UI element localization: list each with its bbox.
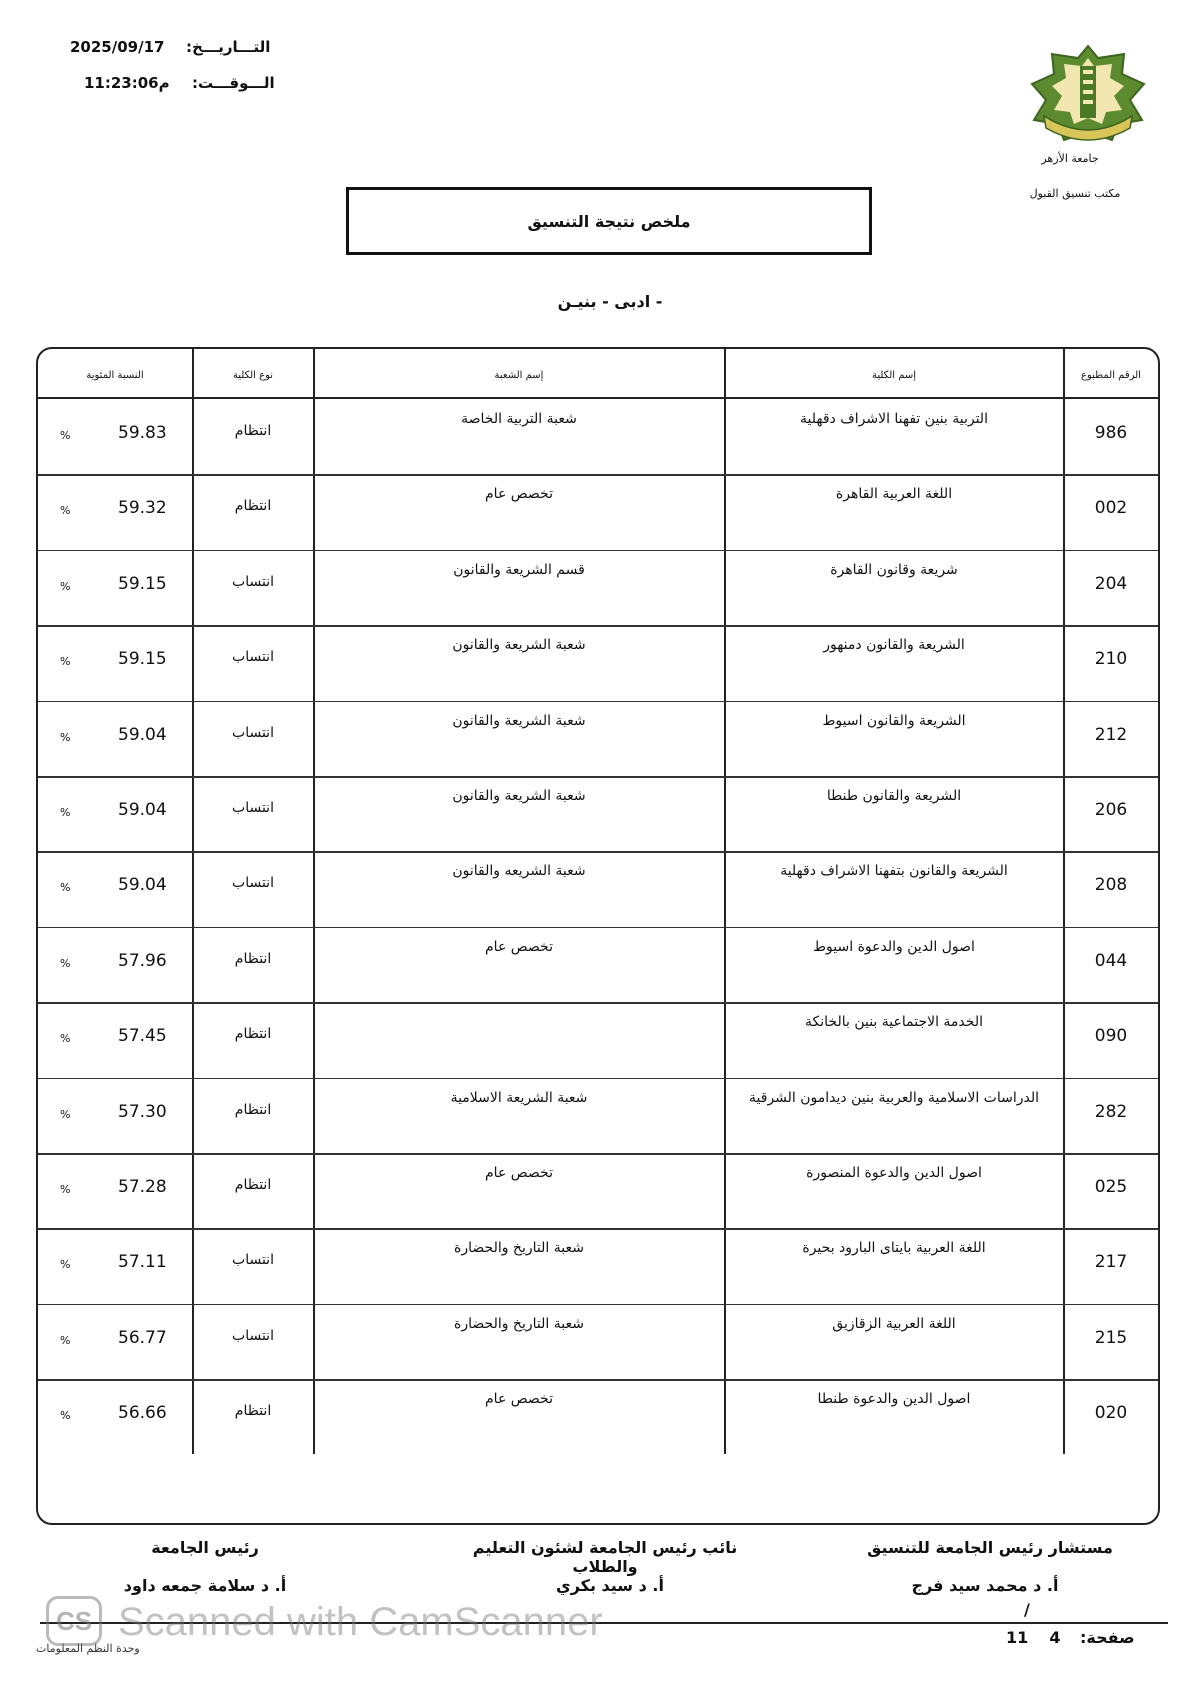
header-divider bbox=[38, 397, 1158, 399]
row-divider bbox=[38, 1379, 1158, 1381]
time-label: الـــوقـــت: bbox=[192, 74, 275, 92]
time-value: 11:23:06م bbox=[84, 74, 170, 92]
cell-college: الشريعة والقانون بتفهنا الاشراف دقهلية bbox=[780, 863, 1008, 880]
cell-branch: شعبة التاريخ والحضارة bbox=[454, 1240, 584, 1257]
signature-name-vice-president: أ. د سيد بكري bbox=[556, 1576, 664, 1595]
column-divider bbox=[192, 349, 194, 1454]
cell-branch: شعبة الشريعه والقانون bbox=[452, 863, 586, 880]
cell-percent: 57.96 bbox=[118, 950, 167, 971]
cell-code: 208 bbox=[1094, 875, 1128, 896]
cell-college: اللغة العربية الزقازيق bbox=[832, 1315, 956, 1332]
cell-code: 210 bbox=[1094, 649, 1128, 670]
cell-branch: شعبة الشريعة والقانون bbox=[452, 788, 586, 804]
cell-branch: تخصص عام bbox=[485, 486, 553, 503]
cell-college: شريعة وقانون القاهرة bbox=[830, 561, 958, 578]
page-number bbox=[1006, 1628, 1061, 1647]
cell-percent: 59.83 bbox=[118, 423, 167, 443]
cell-type: انتظام bbox=[234, 1177, 272, 1193]
cell-type: انتظام bbox=[234, 1026, 272, 1043]
cell-branch: تخصص عام bbox=[485, 938, 553, 955]
cell-percent: 56.66 bbox=[118, 1403, 167, 1424]
cell-college: الشريعة والقانون دمنهور bbox=[823, 637, 965, 654]
cell-percent: 57.11 bbox=[118, 1252, 167, 1273]
cell-code: 212 bbox=[1094, 724, 1128, 745]
row-divider bbox=[38, 701, 1158, 703]
signature-name-president: أ. د سلامة جمعه داود bbox=[123, 1576, 287, 1595]
cell-type: انتساب bbox=[232, 1327, 274, 1344]
signature-title-coordination: مستشار رئيس الجامعة للتنسيق bbox=[867, 1538, 1113, 1557]
cell-percent: 59.32 bbox=[118, 498, 167, 519]
header-code: الرقم المطبوع bbox=[1081, 370, 1141, 381]
header-college: إسم الكلية bbox=[871, 370, 917, 381]
cell-branch: شعبة الشريعة والقانون bbox=[452, 637, 586, 654]
cell-code: 002 bbox=[1094, 498, 1128, 519]
cell-percent-sign: % bbox=[60, 806, 71, 819]
cell-type: انتظام bbox=[234, 423, 272, 439]
cell-percent-sign: % bbox=[60, 579, 71, 593]
row-divider bbox=[38, 1153, 1158, 1155]
cell-branch: تخصص عام bbox=[485, 1391, 553, 1408]
cell-branch: شعبة التاريخ والحضارة bbox=[454, 1315, 584, 1332]
cell-college: الدراسات الاسلامية والعربية بنين ديدامون الشرقية bbox=[749, 1089, 1039, 1106]
cell-percent: 56.77 bbox=[118, 1327, 167, 1348]
row-divider bbox=[38, 1304, 1158, 1306]
row-divider bbox=[38, 927, 1158, 929]
row-divider bbox=[38, 474, 1158, 476]
cell-percent: 59.04 bbox=[118, 724, 167, 745]
cell-percent: 57.30 bbox=[118, 1101, 167, 1122]
signature-title-president: رئيس الجامعة bbox=[151, 1538, 259, 1557]
cell-type: انتساب bbox=[232, 724, 274, 741]
cell-code: 206 bbox=[1094, 800, 1128, 820]
cell-percent-sign: % bbox=[60, 1032, 71, 1046]
header-type: نوع الكلية bbox=[232, 370, 274, 381]
cell-percent-sign: % bbox=[60, 655, 71, 669]
cell-code: 217 bbox=[1094, 1252, 1128, 1273]
page-label: صفحة: bbox=[1080, 1628, 1135, 1647]
university-name: جامعة الأزهر bbox=[1041, 152, 1099, 165]
row-divider bbox=[38, 625, 1158, 627]
cell-percent-sign: % bbox=[60, 1183, 71, 1196]
cell-code: 986 bbox=[1094, 423, 1128, 443]
cell-percent-sign: % bbox=[60, 730, 71, 744]
cell-college: اصول الدين والدعوة طنطا bbox=[817, 1391, 971, 1408]
cell-percent: 59.04 bbox=[118, 800, 167, 820]
page-total: 11 bbox=[1006, 1628, 1029, 1647]
cell-branch: شعبة التربية الخاصة bbox=[461, 411, 577, 427]
cell-college: الشريعة والقانون اسيوط bbox=[822, 712, 966, 729]
cell-code: 020 bbox=[1094, 1403, 1128, 1424]
cell-percent: 57.28 bbox=[118, 1177, 167, 1197]
cell-type: انتظام bbox=[234, 498, 272, 515]
row-divider bbox=[38, 851, 1158, 853]
cell-percent: 59.15 bbox=[118, 573, 167, 594]
header-branch: إسم الشعبة bbox=[494, 370, 544, 381]
cell-percent: 59.04 bbox=[118, 875, 167, 896]
office-name: مكتب تنسيق القبول bbox=[1029, 187, 1121, 200]
cell-college: الخدمة الاجتماعية بنين بالخانكة bbox=[805, 1014, 983, 1031]
cell-code: 282 bbox=[1094, 1101, 1128, 1122]
cell-type: انتساب bbox=[232, 875, 274, 892]
cell-college: اصول الدين والدعوة اسيوط bbox=[813, 938, 975, 955]
cell-type: انتظام bbox=[234, 950, 272, 967]
cell-branch: شعبة الشريعة والقانون bbox=[452, 712, 586, 729]
cell-branch: قسم الشريعة والقانون bbox=[453, 561, 585, 578]
cell-percent-sign: % bbox=[60, 1333, 71, 1347]
cell-college: اللغة العربية بايتاى البارود بحيرة bbox=[802, 1240, 986, 1257]
cell-code: 090 bbox=[1094, 1026, 1128, 1047]
report-title: ملخص نتيجة التنسيق bbox=[346, 187, 872, 255]
cell-type: انتظام bbox=[234, 1403, 272, 1420]
row-divider bbox=[38, 550, 1158, 552]
cell-branch: تخصص عام bbox=[485, 1165, 553, 1181]
row-divider bbox=[38, 1078, 1158, 1080]
cell-type: انتساب bbox=[232, 573, 274, 590]
cell-percent-sign: % bbox=[60, 504, 71, 518]
cell-college: اللغة العربية القاهرة bbox=[835, 486, 953, 503]
al-azhar-emblem-icon bbox=[1026, 40, 1150, 144]
cell-college: التربية بنين تفهنا الاشراف دقهلية bbox=[800, 411, 988, 427]
cell-code: 215 bbox=[1094, 1327, 1128, 1348]
column-divider bbox=[313, 349, 315, 1454]
cell-percent-sign: % bbox=[60, 956, 71, 970]
scanner-watermark: Scanned with CamScanner bbox=[118, 1600, 603, 1644]
header-percent: النسبة المئوية bbox=[86, 370, 144, 381]
cell-type: انتساب bbox=[232, 649, 274, 666]
report-subtitle: - ادبى - بنيـن bbox=[557, 292, 663, 311]
cell-percent-sign: % bbox=[60, 1258, 71, 1272]
cell-branch: شعبة الشريعة الاسلامية bbox=[450, 1089, 588, 1106]
cell-code: 025 bbox=[1094, 1177, 1128, 1197]
row-divider bbox=[38, 1228, 1158, 1230]
signature-title-vice-president: نائب رئيس الجامعة لشئون التعليم والطلاب bbox=[472, 1538, 738, 1576]
page-slash: / bbox=[1024, 1600, 1030, 1619]
cell-code: 204 bbox=[1094, 573, 1128, 594]
cell-percent: 57.45 bbox=[118, 1026, 167, 1047]
cell-type: انتساب bbox=[232, 1252, 274, 1269]
column-divider bbox=[1063, 349, 1065, 1454]
date-label: التـــاريـــخ: bbox=[186, 38, 271, 56]
row-divider bbox=[38, 1002, 1158, 1004]
cell-percent-sign: % bbox=[60, 1107, 71, 1121]
cell-type: انتساب bbox=[232, 800, 274, 816]
cell-college: الشريعة والقانون طنطا bbox=[826, 788, 962, 804]
cell-percent: 59.15 bbox=[118, 649, 167, 670]
signature-name-coordination: أ. د محمد سيد فرج bbox=[911, 1576, 1059, 1595]
date-value: 2025/09/17 bbox=[70, 38, 165, 56]
camscanner-logo-icon: CS bbox=[46, 1596, 102, 1646]
cell-percent-sign: % bbox=[60, 429, 71, 442]
cell-percent-sign: % bbox=[60, 881, 71, 895]
cell-code: 044 bbox=[1094, 950, 1128, 971]
row-divider bbox=[38, 776, 1158, 778]
column-divider bbox=[724, 349, 726, 1454]
page-current: 4 bbox=[1049, 1628, 1061, 1647]
cell-type: انتظام bbox=[234, 1101, 272, 1118]
unit-name: وحدة النظم المعلومات bbox=[36, 1642, 140, 1655]
cell-college: اصول الدين والدعوة المنصورة bbox=[806, 1165, 982, 1181]
results-table bbox=[36, 347, 1160, 1525]
university-logo bbox=[1026, 40, 1150, 144]
cell-percent-sign: % bbox=[60, 1409, 71, 1423]
